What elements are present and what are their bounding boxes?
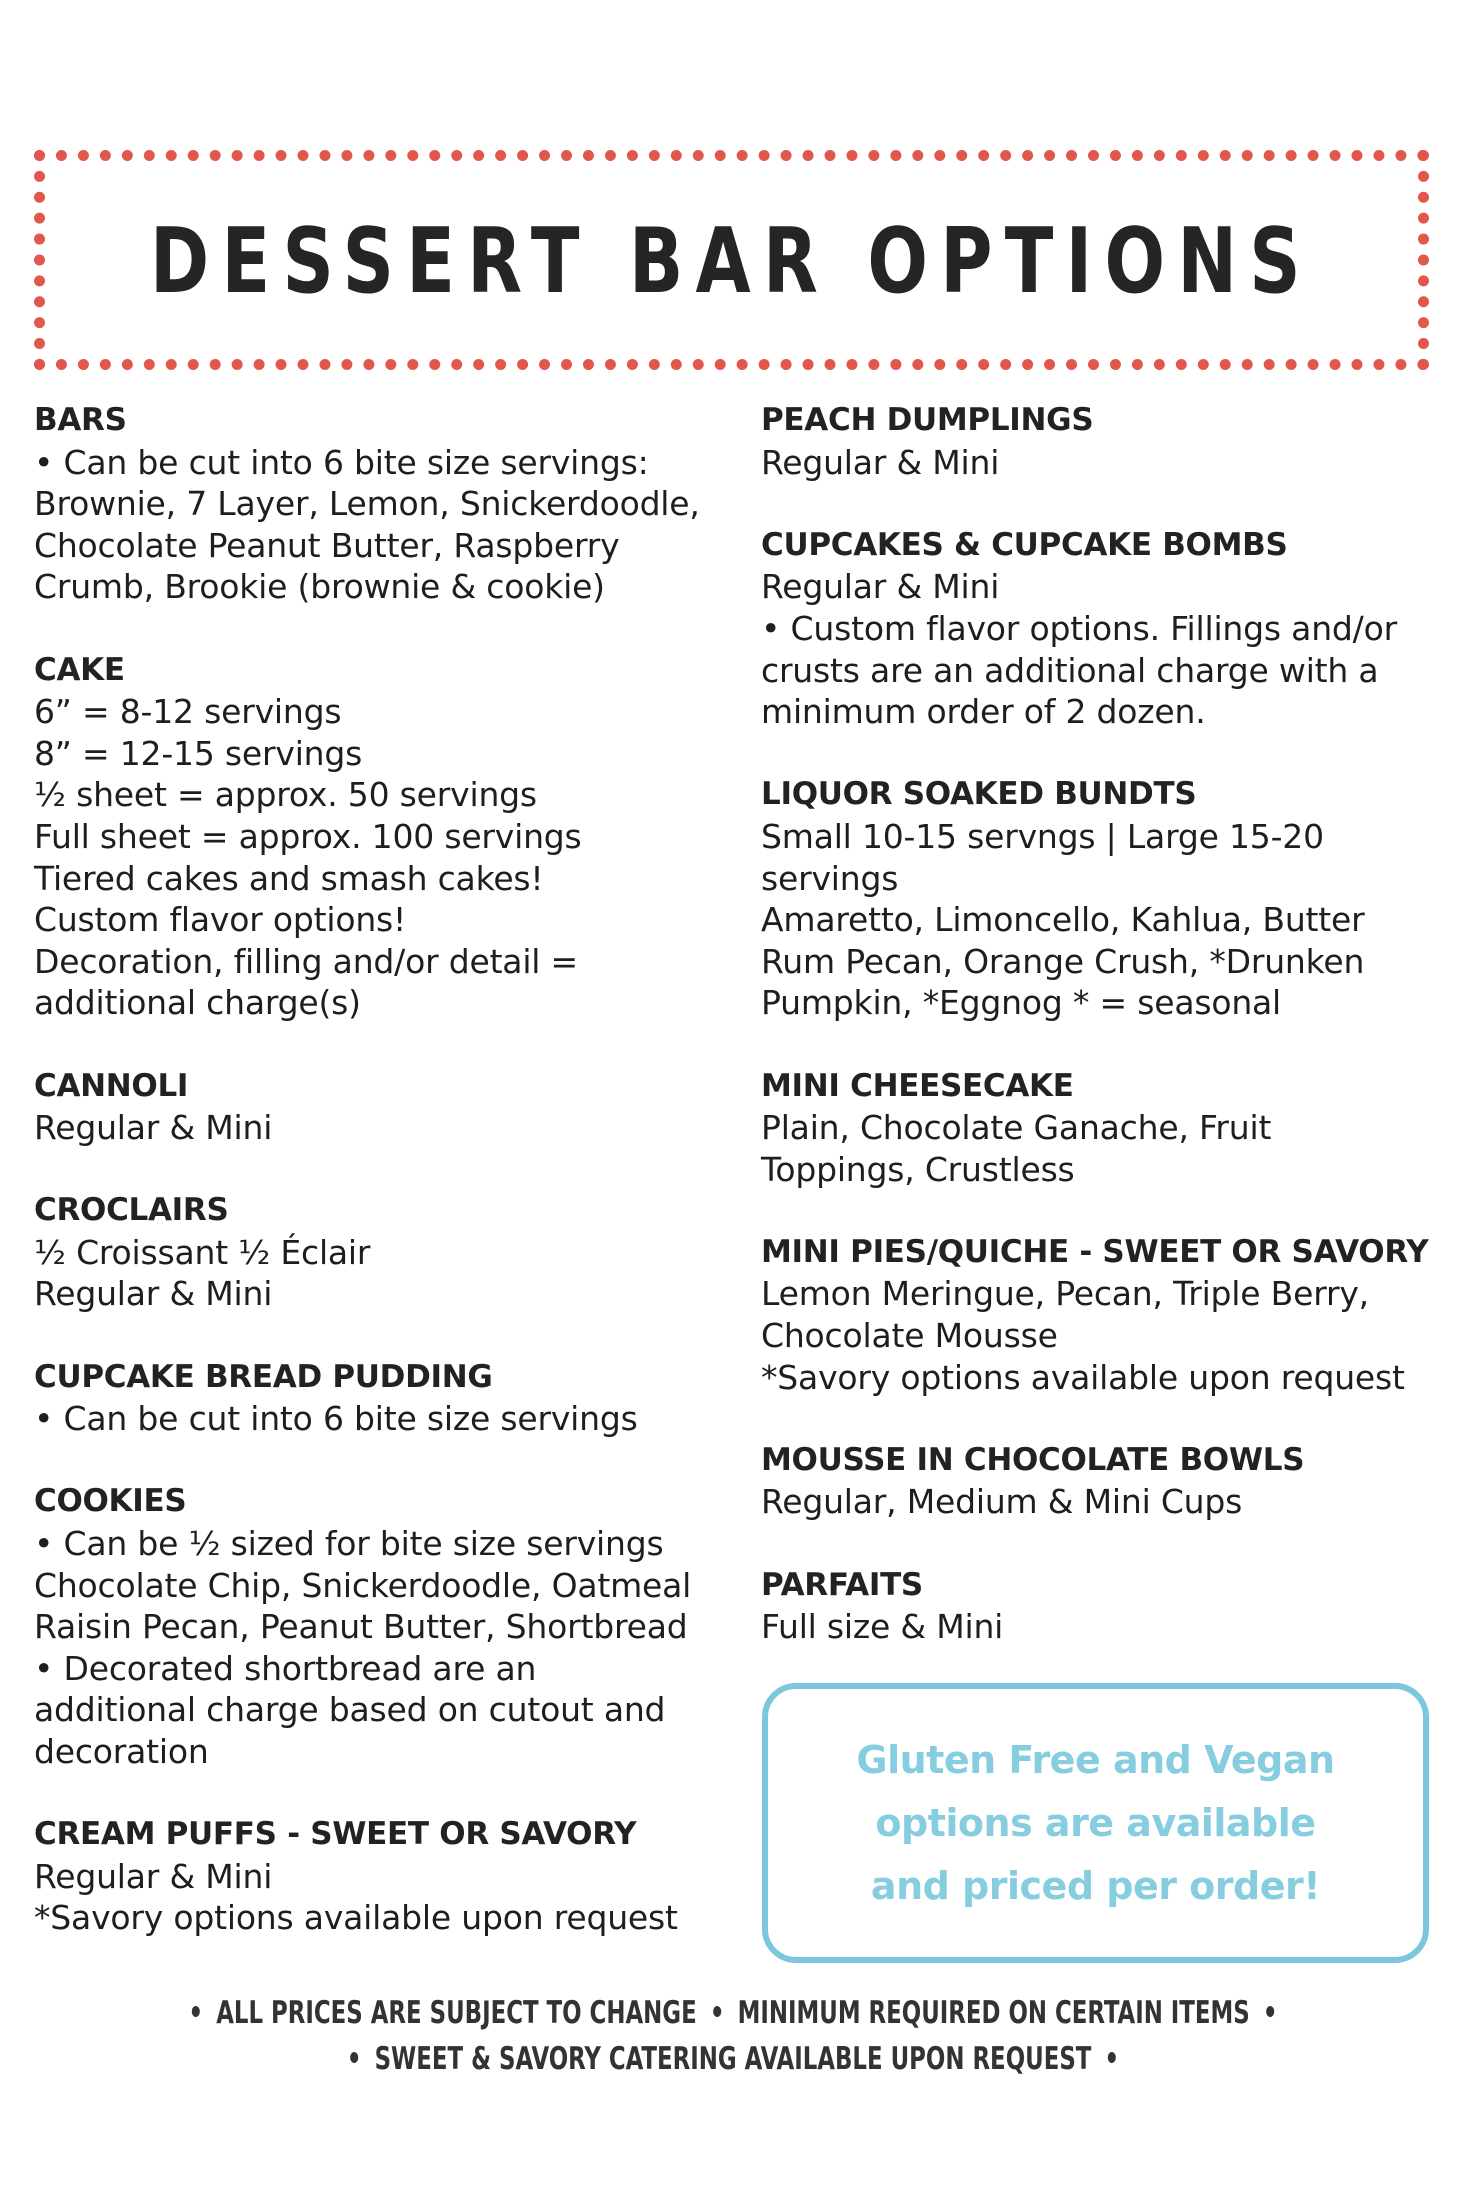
footer-note: MINIMUM REQUIRED ON CERTAIN ITEMS	[737, 1995, 1250, 2031]
menu-section-parfaits	[761, 1565, 1441, 1648]
section-line: Chocolate Peanut Butter, Raspberry	[34, 525, 620, 565]
section-line: Regular & Mini	[761, 567, 1000, 607]
section-line: decoration	[34, 1732, 209, 1771]
section-line: Brownie, 7 Layer, Lemon, Snickerdoodle,	[34, 484, 700, 524]
section-line: Regular & Mini	[761, 442, 1000, 482]
footer-line-2	[132, 2036, 1334, 2082]
section-heading: MINI CHEESECAKE	[761, 1067, 1074, 1104]
menu-section-croclairs	[34, 1190, 724, 1315]
menu-section-cream-puffs	[34, 1814, 724, 1939]
right-menu-column	[761, 400, 1441, 1689]
footer-line-1	[132, 1990, 1334, 2036]
section-heading: CAKE	[34, 651, 125, 688]
section-line: Toppings, Crustless	[761, 1149, 1075, 1189]
section-line: Crumb, Brookie (brownie & cookie)	[34, 567, 605, 607]
menu-section-cupcake-bread-pudding	[34, 1357, 724, 1440]
section-heading: LIQUOR SOAKED BUNDTS	[761, 776, 1197, 813]
section-line: Plain, Chocolate Ganache, Fruit	[761, 1108, 1272, 1148]
menu-section-cannoli	[34, 1066, 724, 1149]
section-heading: CANNOLI	[34, 1067, 189, 1104]
section-line: Regular, Medium & Mini Cups	[761, 1482, 1243, 1522]
section-line: • Can be cut into 6 bite size servings:	[34, 442, 649, 482]
bullet-icon: •	[1262, 1995, 1278, 2031]
section-line: • Decorated shortbread are an	[34, 1648, 537, 1688]
section-line: 8” = 12-15 servings	[34, 733, 363, 773]
section-line: ½ sheet = approx. 50 servings	[34, 775, 537, 815]
section-heading: BARS	[34, 402, 127, 438]
section-line: Custom flavor options!	[34, 900, 407, 940]
bullet-icon: •	[346, 2041, 362, 2077]
callout-line: Gluten Free and Vegan	[856, 1737, 1335, 1782]
gluten-free-vegan-callout	[762, 1683, 1429, 1963]
section-line: Amaretto, Limoncello, Kahlua, Butter	[761, 900, 1365, 940]
section-heading: CUPCAKE BREAD PUDDING	[34, 1358, 493, 1395]
section-line: Pumpkin, *Eggnog * = seasonal	[761, 983, 1282, 1023]
section-line: • Can be cut into 6 bite size servings	[34, 1399, 638, 1439]
section-line: Lemon Meringue, Pecan, Triple Berry,	[761, 1274, 1369, 1314]
bullet-icon: •	[709, 1995, 725, 2031]
section-line: additional charge(s)	[34, 983, 361, 1023]
left-menu-column	[34, 400, 724, 1981]
section-line: Tiered cakes and smash cakes!	[34, 858, 544, 898]
footer-note: SWEET & SAVORY CATERING AVAILABLE UPON REQUEST	[374, 2041, 1092, 2077]
section-heading: PEACH DUMPLINGS	[761, 402, 1094, 438]
section-line: crusts are an additional charge with a	[761, 650, 1379, 690]
menu-section-peach-dumplings	[761, 400, 1441, 483]
menu-section-liquor-bundts	[761, 774, 1441, 1024]
section-line: Decoration, filling and/or detail =	[34, 941, 579, 981]
section-heading: PARFAITS	[761, 1566, 923, 1603]
menu-section-mini-cheesecake	[761, 1066, 1441, 1191]
section-line: • Can be ½ sized for bite size servings	[34, 1524, 664, 1564]
section-line: Regular & Mini	[34, 1274, 273, 1314]
menu-section-cookies	[34, 1481, 724, 1772]
menu-section-cupcakes	[761, 525, 1441, 733]
section-line: 6” = 8-12 servings	[34, 692, 342, 732]
section-line: Chocolate Mousse	[761, 1316, 1058, 1356]
section-line: *Savory options available upon request	[34, 1898, 678, 1938]
section-line: Small 10-15 servngs | Large 15-20	[761, 816, 1324, 856]
section-line: Full sheet = approx. 100 servings	[34, 816, 582, 856]
menu-section-cake	[34, 650, 724, 1024]
footer-note: ALL PRICES ARE SUBJECT TO CHANGE	[216, 1995, 697, 2031]
footer-notice	[0, 1990, 1466, 2082]
section-line: additional charge based on cutout and	[34, 1690, 666, 1730]
bullet-icon: •	[188, 1995, 204, 2031]
section-line: Regular & Mini	[34, 1108, 273, 1148]
section-line: *Savory options available upon request	[761, 1357, 1405, 1397]
section-heading: MINI PIES/QUICHE - SWEET OR SAVORY	[761, 1233, 1429, 1270]
section-line: • Custom flavor options. Fillings and/or	[761, 608, 1397, 648]
page-title: DESSERT BAR OPTIONS	[150, 209, 1313, 314]
section-line: Chocolate Chip, Snickerdoodle, Oatmeal	[34, 1565, 692, 1605]
callout-line: and priced per order!	[870, 1863, 1321, 1908]
section-heading: COOKIES	[34, 1483, 187, 1520]
section-line: minimum order of 2 dozen.	[761, 692, 1206, 732]
section-heading: CREAM PUFFS - SWEET OR SAVORY	[34, 1816, 637, 1853]
section-line: ½ Croissant ½ Éclair	[34, 1232, 371, 1272]
menu-section-mini-pies	[761, 1232, 1441, 1398]
section-heading: MOUSSE IN CHOCOLATE BOWLS	[761, 1441, 1305, 1478]
section-line: Regular & Mini	[34, 1856, 273, 1896]
section-heading: CUPCAKES & CUPCAKE BOMBS	[761, 526, 1288, 563]
section-line: servings	[761, 858, 899, 898]
title-banner	[34, 150, 1429, 370]
section-line: Raisin Pecan, Peanut Butter, Shortbread	[34, 1607, 688, 1647]
bullet-icon: •	[1104, 2041, 1120, 2077]
section-heading: CROCLAIRS	[34, 1192, 229, 1229]
menu-section-bars	[34, 400, 724, 608]
section-line: Rum Pecan, Orange Crush, *Drunken	[761, 941, 1365, 981]
section-line: Full size & Mini	[761, 1607, 1004, 1647]
menu-section-mousse	[761, 1440, 1441, 1523]
callout-line: options are available	[875, 1800, 1316, 1845]
